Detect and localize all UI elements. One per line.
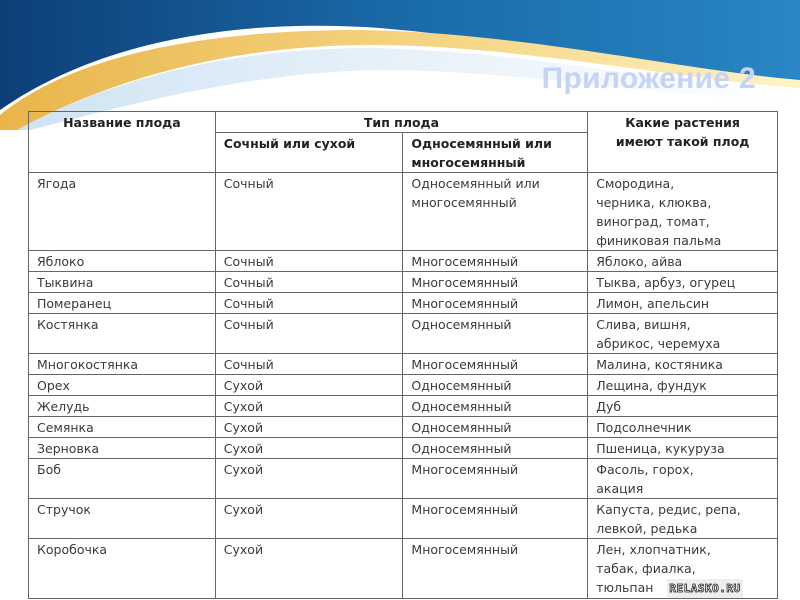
slide-title: Приложение 2 (541, 62, 756, 95)
cell-juicy (215, 354, 403, 375)
cell-name-text: Коробочка (37, 542, 108, 557)
table-row (29, 173, 778, 251)
cell-plants (588, 272, 778, 293)
cell-juicy-text: Сухой (223, 399, 264, 414)
cell-seeds (403, 499, 588, 539)
cell-juicy-text: Сухой (223, 542, 264, 557)
cell-name-text: Померанец (37, 296, 112, 311)
cell-juicy (215, 459, 403, 499)
cell-plants (588, 173, 778, 251)
cell-seeds-text: Многосемянный (411, 275, 519, 290)
cell-seeds-text: Односемянный (411, 420, 512, 435)
cell-plants-text: Капуста, редис, репа, левкой, редька (596, 502, 741, 536)
cell-juicy (215, 396, 403, 417)
cell-plants-text: Яблоко, айва (596, 254, 683, 269)
cell-plants-text: Пшеница, кукуруза (596, 441, 725, 456)
table-row (29, 539, 778, 599)
cell-seeds (403, 417, 588, 438)
cell-plants-text: Слива, вишня, абрикос, черемуха (596, 317, 721, 351)
cell-plants (588, 438, 778, 459)
cell-name-text: Многокостянка (37, 357, 139, 372)
cell-name-text: Ягода (37, 176, 77, 191)
cell-name-text: Боб (37, 462, 61, 477)
cell-seeds-text: Многосемянный (411, 542, 519, 557)
header-fruit-type: Тип плода (215, 112, 587, 133)
cell-name-text: Зерновка (37, 441, 100, 456)
cell-plants (588, 293, 778, 314)
cell-plants (588, 499, 778, 539)
cell-name-text: Яблоко (37, 254, 85, 269)
cell-juicy (215, 417, 403, 438)
cell-seeds-text: Многосемянный (411, 357, 519, 372)
cell-plants (588, 314, 778, 354)
cell-plants-text: Фасоль, горох, акация (596, 462, 694, 496)
table-row (29, 375, 778, 396)
cell-plants-text: Лен, хлопчатник, табак, фиалка, тюльпан (596, 542, 711, 595)
cell-plants (588, 539, 778, 599)
cell-name-text: Орех (37, 378, 70, 393)
cell-juicy-text: Сочный (223, 254, 274, 269)
cell-name (29, 314, 216, 354)
cell-plants-text: Малина, костяника (596, 357, 723, 372)
cell-plants (588, 417, 778, 438)
cell-seeds (403, 539, 588, 599)
cell-name (29, 417, 216, 438)
fruit-types-table (28, 111, 778, 599)
cell-juicy (215, 499, 403, 539)
cell-name-text: Тыквина (37, 275, 94, 290)
cell-juicy-text: Сухой (223, 441, 264, 456)
cell-juicy (215, 539, 403, 599)
cell-seeds (403, 354, 588, 375)
cell-seeds-text: Односемянный (411, 441, 512, 456)
table-row (29, 272, 778, 293)
cell-plants-text: Подсолнечник (596, 420, 692, 435)
cell-seeds-text: Многосемянный (411, 296, 519, 311)
cell-seeds (403, 272, 588, 293)
cell-seeds (403, 173, 588, 251)
cell-name-text: Желудь (37, 399, 90, 414)
cell-plants-text: Тыква, арбуз, огурец (596, 275, 736, 290)
cell-juicy-text: Сухой (223, 378, 264, 393)
cell-name (29, 396, 216, 417)
cell-juicy-text: Сочный (223, 317, 274, 332)
cell-seeds-text: Многосемянный (411, 502, 519, 517)
cell-plants-text: Дуб (596, 399, 622, 414)
table-row (29, 438, 778, 459)
cell-seeds-text: Односемянный (411, 378, 512, 393)
cell-plants-text: Смородина, черника, клюква, виноград, томат, финиковая пальма (596, 176, 722, 248)
cell-name (29, 354, 216, 375)
cell-plants (588, 375, 778, 396)
cell-juicy-text: Сухой (223, 502, 264, 517)
cell-juicy (215, 272, 403, 293)
cell-juicy-text: Сухой (223, 462, 264, 477)
cell-seeds-text: Многосемянный (411, 462, 519, 477)
cell-juicy (215, 173, 403, 251)
header-plants: Какие растения имеют такой плод (588, 112, 778, 173)
cell-juicy-text: Сочный (223, 357, 274, 372)
cell-juicy (215, 375, 403, 396)
cell-seeds-text: Односемянный (411, 399, 512, 414)
table-row (29, 417, 778, 438)
cell-plants (588, 396, 778, 417)
cell-name (29, 499, 216, 539)
cell-plants (588, 251, 778, 272)
cell-name (29, 293, 216, 314)
cell-juicy-text: Сухой (223, 420, 264, 435)
cell-seeds-text: Односемянный (411, 317, 512, 332)
cell-name (29, 438, 216, 459)
cell-name (29, 375, 216, 396)
cell-seeds (403, 396, 588, 417)
cell-plants-text: Лещина, фундук (596, 378, 707, 393)
table-row (29, 251, 778, 272)
cell-seeds (403, 438, 588, 459)
cell-name (29, 251, 216, 272)
cell-juicy (215, 314, 403, 354)
cell-juicy-text: Сочный (223, 296, 274, 311)
table-row (29, 314, 778, 354)
cell-name (29, 539, 216, 599)
cell-name (29, 459, 216, 499)
header-fruit-name: Название плода (29, 112, 216, 173)
header-juicy-or-dry: Сочный или сухой (215, 133, 403, 173)
cell-name-text: Семянка (37, 420, 94, 435)
cell-name (29, 173, 216, 251)
table-row (29, 396, 778, 417)
header-seed-count: Односемянный или многосемянный (403, 133, 588, 173)
cell-seeds (403, 293, 588, 314)
cell-seeds-text: Односемянный или многосемянный (411, 176, 540, 210)
cell-seeds (403, 314, 588, 354)
cell-name-text: Костянка (37, 317, 99, 332)
cell-juicy-text: Сочный (223, 275, 274, 290)
cell-juicy (215, 438, 403, 459)
table-row (29, 293, 778, 314)
table-body (29, 173, 778, 599)
table-row (29, 499, 778, 539)
cell-plants (588, 459, 778, 499)
cell-juicy (215, 293, 403, 314)
cell-seeds (403, 251, 588, 272)
cell-juicy-text: Сочный (223, 176, 274, 191)
cell-juicy (215, 251, 403, 272)
cell-name-text: Стручок (37, 502, 91, 517)
cell-seeds (403, 459, 588, 499)
table-row (29, 459, 778, 499)
cell-name (29, 272, 216, 293)
cell-plants-text: Лимон, апельсин (596, 296, 710, 311)
cell-seeds (403, 375, 588, 396)
table-row (29, 354, 778, 375)
cell-seeds-text: Многосемянный (411, 254, 519, 269)
cell-plants (588, 354, 778, 375)
watermark-logo: RELASKO.RU (667, 579, 742, 598)
